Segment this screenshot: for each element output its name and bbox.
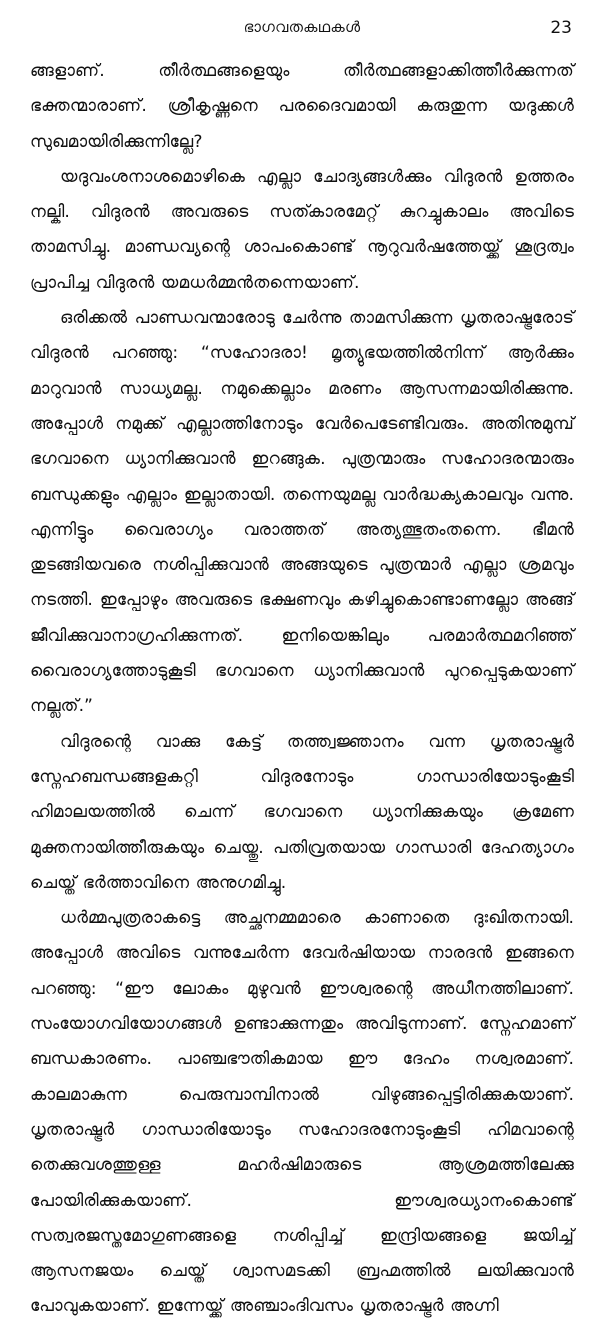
page-number: 23 [550,18,572,38]
paragraph-4: വിദുരന്റെ വാക്കു കേട്ട് തത്ത്വജ്ഞാനം വന്ന ധൃതരാഷ്ട്രർ സ്നേഹബന്ധങ്ങളകറ്റി വിദുരനോടും ഗാന്ധാരിയോടുംകൂടി ഹിമാലയത്തിൽ ചെന്ന് ഭഗവാനെ ധ്യാനിക്കുകയും ക്രമേണ മുക്തനായിത്തീരുകയും ചെയ്തു. പതിവ്രതയായ ഗാന്ധാരി ദേഹത്യാഗം ചെയ്ത് ഭർത്താവിനെ അനുഗമിച്ചു. [30,731,574,893]
running-title: ഭാഗവതകഥകൾ [243,18,361,36]
paragraph-3: ഒരിക്കൽ പാണ്ഡവന്മാരോടു ചേർന്നു താമസിക്കുന്ന ധൃതരാഷ്ട്രരോട് വിദുരൻ പറഞ്ഞു: “സഹോദരാ! മൃത്യുഭയത്തിൽനിന്ന് ആർക്കും മാറുവാൻ സാധ്യമല്ല. നമുക്കെല്ലാം മരണം ആസന്നമായിരിക്കുന്നു. അപ്പോൾ നമുക്ക് എല്ലാത്തിനോടും വേർപെടേണ്ടിവരും. അതിനുമുമ്പ് ഭഗവാനെ ധ്യാനിക്കുവാൻ ഇറങ്ങുക. പുത്രന്മാരും സഹോദരന്മാരും ബന്ധുക്കളും എല്ലാം ഇല്ലാതായി. തന്നെയുമല്ല വാർദ്ധക്യകാലവും വന്നു. എന്നിട്ടും വൈരാഗ്യം വരാത്തത് അത്യത്ഭുതംതന്നെ. ഭീമൻ തുടങ്ങിയവരെ നശിപ്പിക്കുവാൻ അങ്ങയുടെ പുത്രന്മാർ എല്ലാ ശ്രമവും നടത്തി. ഇപ്പോഴും അവരുടെ ഭക്ഷണവും കഴിച്ചുകൊണ്ടാണല്ലോ അങ്ങ് ജീവിക്കുവാനാഗ്രഹിക്കുന്നത്. ഇനിയെങ്കിലും പരമാർത്ഥമറിഞ്ഞ് വൈരാഗ്യത്തോടുകൂടി ഭഗവാനെ ധ്യാനിക്കുവാൻ പുറപ്പെടുകയാണ് നല്ലത്.” [30,308,574,717]
body-text [30,54,574,1325]
paragraph-5: ധർമ്മപുത്രരാകട്ടെ അച്ഛനമ്മമാരെ കാണാതെ ദുഃഖിതനായി. അപ്പോൾ അവിടെ വന്നുചേർന്ന ദേവർഷിയായ നാരദൻ ഇങ്ങനെ പറഞ്ഞു: “ഈ ലോകം മുഴുവൻ ഈശ്വരന്റെ അധീനത്തിലാണ്. സംയോഗവിയോഗങ്ങൾ ഉണ്ടാക്കുന്നതും അവിടുന്നാണ്. സ്നേഹമാണ് ബന്ധകാരണം. പാഞ്ചഭൗതികമായ ഈ ദേഹം നശ്വരമാണ്. കാലമാകുന്ന പെരുമ്പാമ്പിനാൽ വിഴുങ്ങപ്പെട്ടിരിക്കുകയാണ്. ധൃതരാഷ്ട്രർ ഗാന്ധാരിയോടും സഹോദരനോടുംകൂടി ഹിമവാന്റെ തെക്കുവശത്തുള്ള മഹർഷിമാരുടെ ആശ്രമത്തിലേക്കു പോയിരിക്കുകയാണ്. ഈശ്വരധ്യാനംകൊണ്ട് സത്വരജസ്തമോഗുണങ്ങളെ നശിപ്പിച്ച് ഇന്ദ്രിയങ്ങളെ ജയിച്ച് ആസനജയം ചെയ്ത് ശ്വാസമടക്കി ബ്രഹ്മത്തിൽ ലയിക്കുവാൻ പോവുകയാണ്. ഇന്നേയ്ക്ക് അഞ്ചാംദിവസം ധൃതരാഷ്ട്രർ അഗ്നി [30,908,574,1317]
paragraph-2: യദുവംശനാശമൊഴികെ എല്ലാ ചോദ്യങ്ങൾക്കും വിദുരൻ ഉത്തരം നല്കി. വിദുരൻ അവരുടെ സത്കാരമേറ്റ് കുറച്ചുകാലം അവിടെ താമസിച്ചു. മാണ്ഡവ്യന്റെ ശാപംകൊണ്ട് നൂറുവർഷത്തേയ്ക്ക് ശൂദ്രത്വം പ്രാപിച്ച വിദുരൻ യമധർമ്മൻതന്നെയാണ്. [30,166,574,293]
page-header [30,12,574,52]
paragraph-1: ങ്ങളാണ്. തീർത്ഥങ്ങളെയും തീർത്ഥങ്ങളാക്കിത്തീർക്കുന്നത് ഭക്തന്മാരാണ്. ശ്രീകൃഷ്ണനെ പരദൈവമായി കരുതുന്ന യദുക്കൾ സുഖമായിരിക്കുന്നില്ലേ? [30,61,574,152]
